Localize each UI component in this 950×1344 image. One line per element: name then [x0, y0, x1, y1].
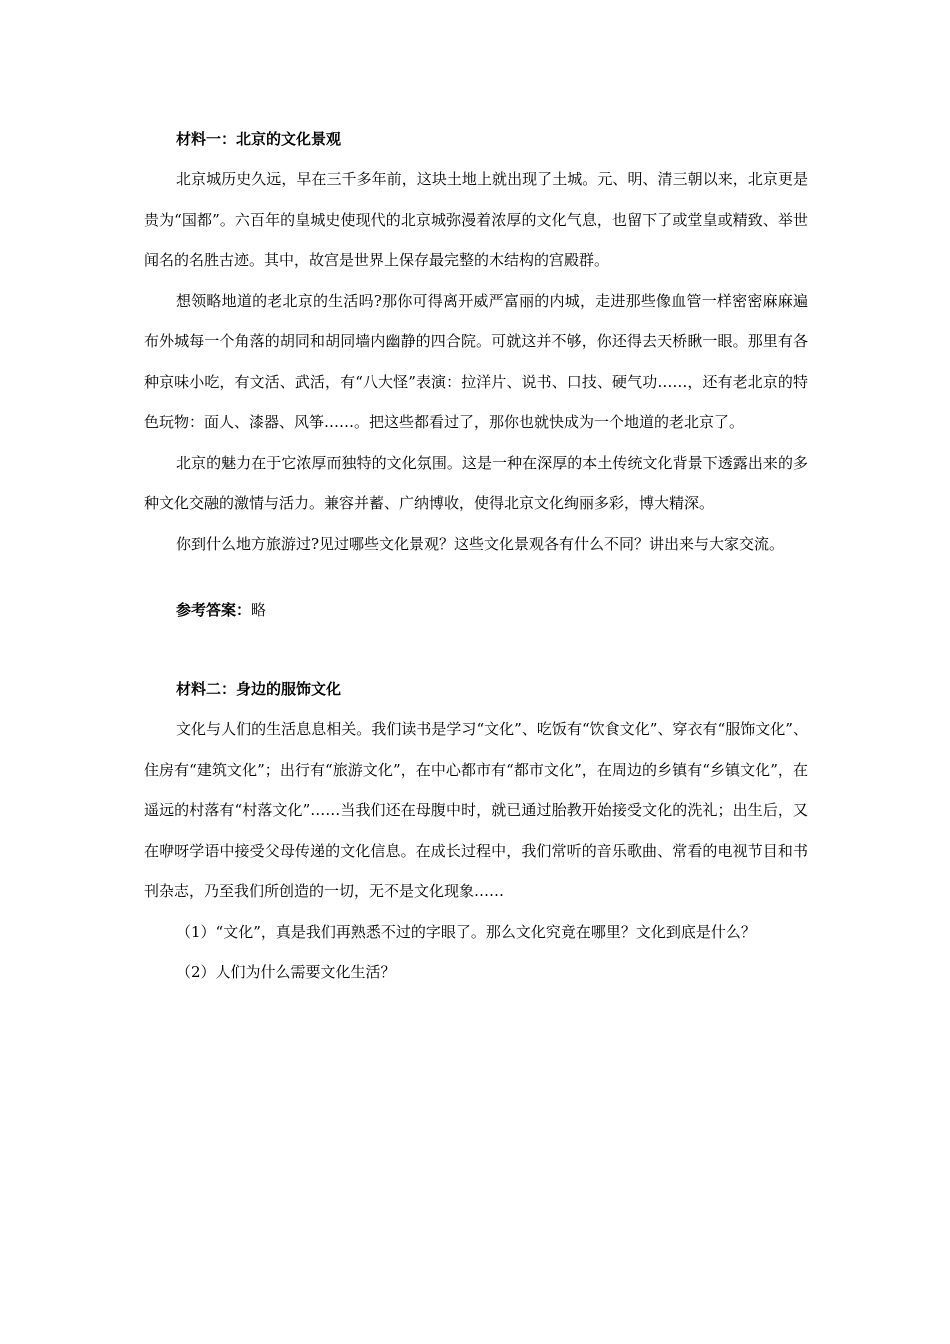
material-two-section [144, 669, 808, 993]
spacer [144, 630, 808, 669]
material-one-section [144, 119, 808, 564]
material-two-paragraph: 文化与人们的生活息息相关。我们读书是学习“文化”、吃饭有“饮食文化”、穿衣有“服饰文化”、住房有“建筑文化”；出行有“旅游文化”，在中心都市有“都市文化”，在周边的乡镇有“乡镇文化”，在遥远的村落有“村落文化”……当我们还在母腹中时，就已通过胎教开始接受文化的洗礼；出生后，又在咿呀学语中接受父母传递的文化信息。在成长过程中，我们常听的音乐歌曲、常看的电视节目和书刊杂志，乃至我们所创造的一切，无不是文化现象…… [144, 720, 808, 900]
material-one-paragraph: 北京城历史久远，早在三千多年前，这块土地上就出现了土城。元、明、清三朝以来，北京更是贵为“国都”。六百年的皇城史使现代的北京城弥漫着浓厚的文化气息，也留下了或堂皇或精致、举世闻名的名胜古迹。其中，故宫是世界上保存最完整的木结构的宫殿群。 [144, 170, 808, 269]
material-two-heading: 材料二：身边的服饰文化 [176, 680, 342, 698]
document-page [144, 119, 808, 993]
reference-answer [144, 590, 808, 630]
material-two-question-1: （1）“文化”，真是我们再熟悉不过的字眼了。那么文化究竟在哪里？文化到底是什么？ [176, 922, 756, 941]
material-two-question-2: （2）人们为什么需要文化生活？ [176, 963, 396, 981]
material-one-paragraph: 北京的魅力在于它浓厚而独特的文化氛围。这是一种在深厚的本土传统文化背景下透露出来的多种文化交融的激情与活力。兼容并蓄、广纳博收，使得北京文化绚丽多彩，博大精深。 [144, 453, 808, 512]
material-one-paragraph: 想领略地道的老北京的生活吗?那你可得离开威严富丽的内城，走进那些像血管一样密密麻麻遍布外城每一个角落的胡同和胡同墙内幽静的四合院。可就这并不够，你还得去天桥瞅一眼。那里有各种京味小吃，有文活、武活，有“八大怪”表演：拉洋片、说书、口技、硬气功……，还有老北京的特色玩物：面人、漆器、风筝……。把这些都看过了，那你也就快成为一个地道的老北京了。 [144, 291, 808, 431]
material-one-question: 你到什么地方旅游过?见过哪些文化景观？这些文化景观各有什么不同？讲出来与大家交流。 [176, 534, 785, 553]
reference-answer-label: 参考答案： [176, 601, 252, 619]
reference-answer-text: 略 [251, 601, 267, 619]
material-one-heading: 材料一：北京的文化景观 [176, 130, 342, 148]
spacer [144, 564, 808, 590]
